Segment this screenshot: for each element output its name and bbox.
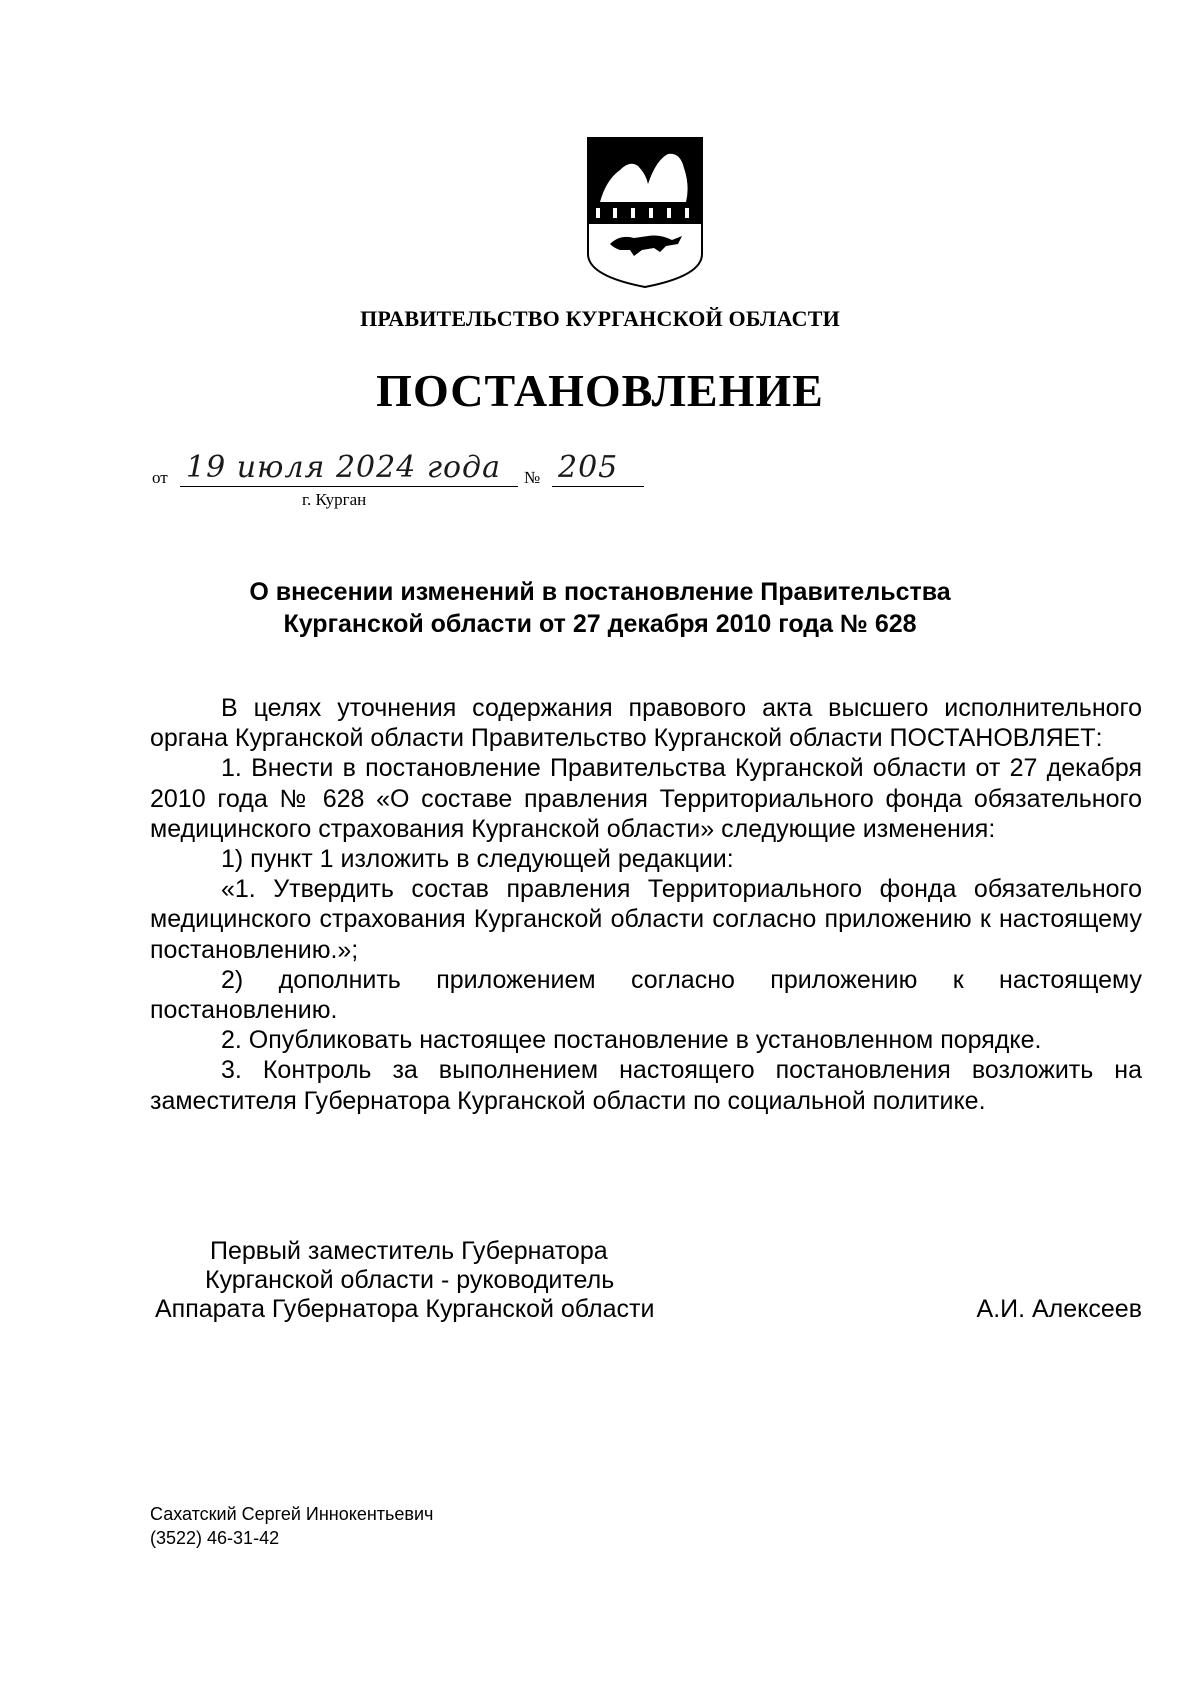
paragraph-item-3: 3. Контроль за выполнением настоящего постановления возложить на заместителя Губернатора Курганской области по социальной политике. xyxy=(150,1056,1142,1115)
title-line-2: Курганской области от 27 декабря 2010 года № 628 xyxy=(283,610,917,638)
signatory-position xyxy=(155,1237,654,1324)
handwritten-number: 205 xyxy=(558,450,619,485)
paragraph-subitem-2: 2) дополнить приложением согласно приложению к настоящему постановлению. xyxy=(150,965,1142,1025)
title-line-1: О внесении изменений в постановление Правительства xyxy=(249,578,951,606)
city: г. Курган xyxy=(302,490,367,509)
executor-info xyxy=(150,1502,433,1550)
kurgan-coat-of-arms-icon xyxy=(586,136,704,288)
date-underline xyxy=(180,486,518,487)
executor-phone: (3522) 46-31-42 xyxy=(150,1528,280,1548)
number-underline xyxy=(552,486,644,487)
executor-name: Сахатский Сергей Иннокентьевич xyxy=(150,1504,434,1524)
signatory-line-1: Первый заместитель Губернатора xyxy=(210,1237,608,1265)
signatory-line-3: Аппарата Губернатора Курганской области xyxy=(155,1295,655,1323)
from-label: от xyxy=(152,468,168,487)
paragraph-quote: «1. Утвердить состав правления Территориального фонда обязательного медицинского страхования Курганской области согласно приложению к настоящему постановлению.»; xyxy=(150,875,1142,964)
paragraph-subitem-1: 1) пункт 1 изложить в следующей редакции: xyxy=(221,845,734,874)
document-type: ПОСТАНОВЛЕНИЕ xyxy=(376,365,824,416)
document-body xyxy=(150,693,1142,1116)
government-name: ПРАВИТЕЛЬСТВО КУРГАНСКОЙ ОБЛАСТИ xyxy=(360,306,840,331)
handwritten-date: 19 июля 2024 года xyxy=(186,450,501,485)
paragraph-item-1: 1. Внести в постановление Правительства Курганской области от 27 декабря 2010 года № 628 «О составе правления Территориального фонда обязательного медицинского страхования Курганской области» следующие изменения: xyxy=(150,754,1142,843)
number-label: № xyxy=(524,468,541,487)
paragraph-preamble: В целях уточнения содержания правового акта высшего исполнительного органа Курганской области Правительство Курганской области ПОСТАНОВЛЯЕТ: xyxy=(150,694,1142,753)
signatory-name: А.И. Алексеев xyxy=(976,1295,1142,1323)
signatory-line-2: Курганской области - руководитель xyxy=(205,1266,615,1294)
document-title xyxy=(150,576,1050,640)
paragraph-item-2: 2. Опубликовать настоящее постановление в установленном порядке. xyxy=(221,1026,1042,1055)
